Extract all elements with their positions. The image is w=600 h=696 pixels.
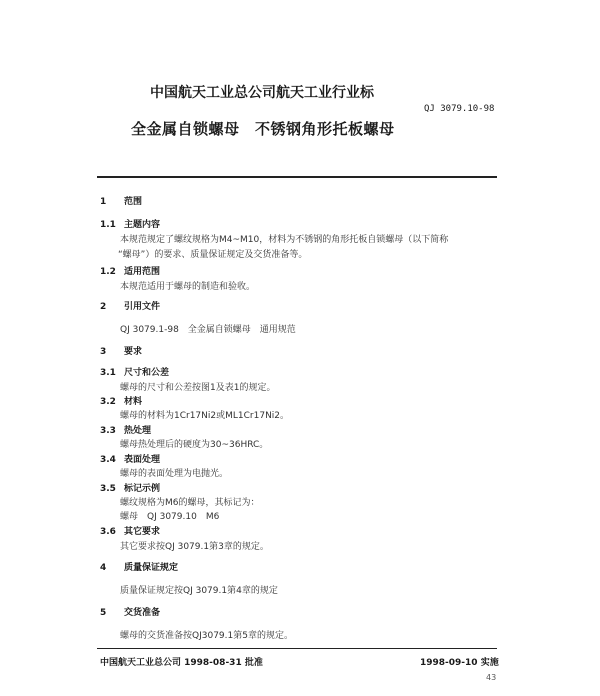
section-number: 5 bbox=[100, 608, 107, 618]
section-title: 表面处理 bbox=[124, 455, 161, 465]
section-3-1-heading bbox=[100, 365, 169, 378]
section-number: 3.5 bbox=[100, 484, 116, 494]
section-title: 要求 bbox=[124, 347, 143, 357]
section-1-heading bbox=[100, 194, 142, 207]
section-number: 3.6 bbox=[100, 527, 116, 537]
s1-1-text-line1: 本规范规定了螺纹规格为M4~M10，材料为不锈钢的角形托板自锁螺母（以下简称 bbox=[120, 235, 449, 245]
section-title: 范围 bbox=[124, 197, 143, 207]
s3-3-text: 螺母热处理后的硬度为30~36HRC。 bbox=[120, 440, 269, 450]
section-number: 2 bbox=[100, 302, 107, 312]
document-title: 全金属自锁螺母 不锈钢角形托板螺母 bbox=[131, 120, 395, 138]
s1-2-text: 本规范适用于螺母的制造和验收。 bbox=[120, 282, 256, 292]
section-title: 标记示例 bbox=[124, 484, 161, 494]
s3-5-text-line1: 螺纹规格为M6的螺母，其标记为： bbox=[120, 498, 260, 508]
section-number: 1.1 bbox=[100, 220, 116, 230]
section-number: 3.4 bbox=[100, 455, 116, 465]
section-title: 质量保证规定 bbox=[124, 563, 179, 573]
section-number: 3.3 bbox=[100, 426, 116, 436]
s3-2-text: 螺母的材料为1Cr17Ni2或ML1Cr17Ni2。 bbox=[120, 411, 290, 421]
section-number: 1 bbox=[100, 197, 107, 207]
section-title: 尺寸和公差 bbox=[124, 368, 170, 378]
section-5-heading bbox=[100, 605, 160, 618]
section-3-5-heading bbox=[100, 481, 160, 494]
implementation-date: 1998-09-10 实施 bbox=[420, 658, 499, 668]
org-line: 中国航天工业总公司航天工业行业标 bbox=[150, 85, 374, 101]
section-number: 3.1 bbox=[100, 368, 116, 378]
top-rule bbox=[97, 176, 497, 178]
s3-6-text: 其它要求按QJ 3079.1第3章的规定。 bbox=[120, 542, 269, 552]
section-1-2-heading bbox=[100, 264, 160, 277]
section-1-1-heading bbox=[100, 217, 160, 230]
section-3-heading bbox=[100, 344, 142, 357]
section-3-3-heading bbox=[100, 423, 151, 436]
section-title: 热处理 bbox=[124, 426, 152, 436]
section-title: 主题内容 bbox=[124, 220, 161, 230]
approval-line: 中国航天工业总公司 1998-08-31 批准 bbox=[100, 658, 263, 668]
section-3-2-heading bbox=[100, 394, 142, 407]
section-number: 3.2 bbox=[100, 397, 116, 407]
standard-number: QJ 3079.10-98 bbox=[424, 104, 495, 114]
section-title: 其它要求 bbox=[124, 527, 161, 537]
section-title: 交货准备 bbox=[124, 608, 161, 618]
bottom-rule bbox=[97, 648, 497, 649]
section-number: 1.2 bbox=[100, 267, 116, 277]
section-number: 4 bbox=[100, 563, 107, 573]
section-2-heading bbox=[100, 299, 160, 312]
s4-text: 质量保证规定按QJ 3079.1第4章的规定 bbox=[120, 586, 278, 596]
s3-5-text-line2: 螺母 QJ 3079.10 M6 bbox=[120, 512, 220, 522]
s5-text: 螺母的交货准备按QJ3079.1第5章的规定。 bbox=[120, 631, 293, 641]
s1-1-text-line2: “螺母”）的要求、质量保证规定及交货准备等。 bbox=[118, 250, 308, 260]
section-3-6-heading bbox=[100, 524, 160, 537]
s3-4-text: 螺母的表面处理为电抛光。 bbox=[120, 469, 229, 479]
section-title: 适用范围 bbox=[124, 267, 161, 277]
page-number: 43 bbox=[486, 673, 497, 682]
section-3-4-heading bbox=[100, 452, 160, 465]
section-title: 引用文件 bbox=[124, 302, 161, 312]
s3-1-text: 螺母的尺寸和公差按图1及表1的规定。 bbox=[120, 383, 276, 393]
section-number: 3 bbox=[100, 347, 107, 357]
section-4-heading bbox=[100, 560, 178, 573]
section-title: 材料 bbox=[124, 397, 143, 407]
s2-text: QJ 3079.1-98 全金属自锁螺母 通用规范 bbox=[120, 325, 296, 335]
